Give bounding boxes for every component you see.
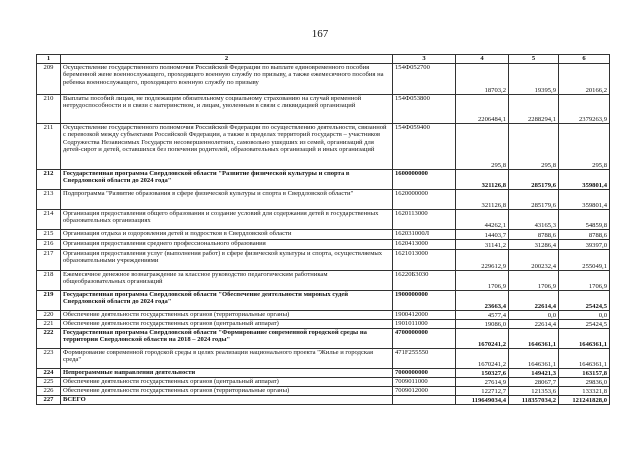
value-2021: 295,8 [559,124,610,170]
value-2021: 1646361,1 [559,349,610,369]
table-row [37,291,610,311]
value-2019: 1670241,2 [456,329,509,349]
column-header: 5 [509,55,559,64]
value-2019: 19086,0 [456,320,509,329]
value-2019: 14403,7 [456,230,509,240]
table-row [37,95,610,124]
table-row [37,320,610,329]
value-2020: 31286,4 [509,240,559,250]
row-name: Выплаты пособий лицам, не подлежащим обязательному социальному страхованию на случай временной нетрудоспособности и в связи с материнством, и лицам, уволенным в связи с ликвидацией организаций [61,95,393,124]
row-number: 219 [37,291,61,311]
row-number: 222 [37,329,61,349]
row-number: 227 [37,396,61,405]
value-2020: 149421,3 [509,369,559,378]
row-code: 471F255550 [393,349,456,369]
row-code: 7000000000 [393,369,456,378]
row-name: Организация предоставления общего образования и создание условий для содержания детей в государственных образовательных организациях [61,210,393,230]
row-code [393,396,456,405]
value-2021: 133321,8 [559,387,610,396]
value-2020: 28067,7 [509,378,559,387]
column-header: 2 [61,55,393,64]
row-code: 162031000Л [393,230,456,240]
value-2021: 163157,8 [559,369,610,378]
table-row [37,311,610,320]
value-2021: 39397,0 [559,240,610,250]
row-number: 214 [37,210,61,230]
value-2020: 1646361,1 [509,349,559,369]
row-number: 215 [37,230,61,240]
value-2020: 19395,9 [509,64,559,95]
value-2020: 8788,6 [509,230,559,240]
row-number: 216 [37,240,61,250]
value-2019: 27614,9 [456,378,509,387]
row-name: Ежемесячное денежное вознаграждение за классное руководство педагогическим работникам общеобразовательных организаций [61,271,393,291]
value-2019: 229612,9 [456,250,509,271]
table-row [37,396,610,405]
row-name: ВСЕГО [61,396,393,405]
value-2019: 122712,7 [456,387,509,396]
value-2021: 359801,4 [559,170,610,190]
column-header: 4 [456,55,509,64]
value-2020: 43165,3 [509,210,559,230]
table-row [37,387,610,396]
value-2021: 121241828,0 [559,396,610,405]
value-2021: 25424,5 [559,291,610,311]
row-name: Обеспечение деятельности государственных органов (центральный аппарат) [61,378,393,387]
row-name: Обеспечение деятельности государственных органов (территориальные органы) [61,311,393,320]
value-2020: 295,8 [509,124,559,170]
value-2019: 4577,4 [456,311,509,320]
row-code: 1900412000 [393,311,456,320]
row-number: 226 [37,387,61,396]
table-row [37,230,610,240]
value-2019: 2206484,1 [456,95,509,124]
value-2020: 285179,6 [509,170,559,190]
row-code: 16220Б3030 [393,271,456,291]
row-code: 1900000000 [393,291,456,311]
value-2019: 321126,8 [456,170,509,190]
table-row [37,349,610,369]
value-2019: 23663,4 [456,291,509,311]
row-code: 1620113000 [393,210,456,230]
row-code: 1620413000 [393,240,456,250]
value-2021: 255049,1 [559,250,610,271]
table-row [37,271,610,291]
row-name: Обеспечение деятельности государственных органов (центральный аппарат) [61,320,393,329]
row-number: 210 [37,95,61,124]
row-code: 4700000000 [393,329,456,349]
value-2021: 0,0 [559,311,610,320]
row-code: 1620000000 [393,190,456,210]
row-name: Осуществление государственного полномочия Российской Федерации по выплате единовременного пособия беременной жене военнослужащего, проходящего военную службу по призыву, а также ежемесячного пособия на ребенка военнослужащего, проходящего военную службу по призыву [61,64,393,95]
budget-table [36,54,610,405]
table-row [37,210,610,230]
row-name: Государственная программа Свердловской области "Развитие физической культуры и спорта в Свердловской области до 2024 года" [61,170,393,190]
value-2019: 1706,9 [456,271,509,291]
row-name: Формирование современной городской среды в целях реализации национального проекта "Жилье и городская среда" [61,349,393,369]
row-name: Государственная программа Свердловской области "Формирование современной городской среды на территории Свердловской области на 2018 – 2024 годы" [61,329,393,349]
row-code: 7009012000 [393,387,456,396]
row-number: 211 [37,124,61,170]
row-code: 154Ф053800 [393,95,456,124]
row-number: 221 [37,320,61,329]
value-2020: 0,0 [509,311,559,320]
row-name: Осуществление государственного полномочия Российской Федерации по осуществлению деятельности, связанной с перевозкой между субъектами Российской Федерации, а также в пределах территорий государств – участников Содружества Независимых Государств несовершеннолетних, самовольно ушедших из семей, организаций для детей-сирот и детей, оставшихся без попечения родителей, образовательных организаций и иных организаций [61,124,393,170]
row-code: 154Ф052700 [393,64,456,95]
row-code: 1600000000 [393,170,456,190]
row-number: 225 [37,378,61,387]
table-row [37,369,610,378]
value-2021: 29836,0 [559,378,610,387]
value-2019: 44262,1 [456,210,509,230]
table-row [37,378,610,387]
value-2020: 2288294,1 [509,95,559,124]
row-code: 1621013000 [393,250,456,271]
row-number: 223 [37,349,61,369]
value-2020: 1706,9 [509,271,559,291]
row-name: Непрограммные направления деятельности [61,369,393,378]
page-number: 167 [311,28,329,40]
row-name: Организация предоставления услуг (выполнения работ) в сфере физической культуры и спорта, осуществляемых образовательными учреждениями [61,250,393,271]
row-name: Обеспечение деятельности государственных органов (территориальные органы) [61,387,393,396]
value-2021: 8788,6 [559,230,610,240]
value-2020: 22614,4 [509,320,559,329]
row-number: 209 [37,64,61,95]
value-2019: 321126,8 [456,190,509,210]
value-2019: 31141,2 [456,240,509,250]
value-2021: 359801,4 [559,190,610,210]
table-row [37,190,610,210]
row-name: Подпрограмма "Развитие образования в сфере физической культуры и спорта в Свердловской области" [61,190,393,210]
row-number: 212 [37,170,61,190]
table-row [37,250,610,271]
value-2020: 1646361,1 [509,329,559,349]
row-name: Государственная программа Свердловской области "Обеспечение деятельности мировых судей Свердловской области до 2024 года" [61,291,393,311]
value-2019: 119649034,4 [456,396,509,405]
value-2020: 285179,6 [509,190,559,210]
value-2021: 2379263,9 [559,95,610,124]
column-header: 3 [393,55,456,64]
table-row [37,240,610,250]
row-number: 213 [37,190,61,210]
row-code: 7009011000 [393,378,456,387]
value-2019: 18703,2 [456,64,509,95]
value-2021: 1646361,1 [559,329,610,349]
value-2021: 1706,9 [559,271,610,291]
table-row [37,329,610,349]
table-row [37,124,610,170]
table-row [37,170,610,190]
row-number: 220 [37,311,61,320]
column-header: 1 [37,55,61,64]
row-code: 154Ф059400 [393,124,456,170]
value-2020: 200232,4 [509,250,559,271]
row-code: 1901011000 [393,320,456,329]
column-header: 6 [559,55,610,64]
row-name: Организация предоставления среднего профессионального образования [61,240,393,250]
row-name: Организация отдыха и оздоровления детей и подростков в Свердловской области [61,230,393,240]
header-row [37,55,610,64]
value-2020: 121353,6 [509,387,559,396]
row-number: 217 [37,250,61,271]
value-2021: 20166,2 [559,64,610,95]
value-2019: 1670241,2 [456,349,509,369]
value-2019: 295,8 [456,124,509,170]
value-2020: 22614,4 [509,291,559,311]
value-2021: 54859,8 [559,210,610,230]
row-number: 224 [37,369,61,378]
row-number: 218 [37,271,61,291]
value-2019: 150327,6 [456,369,509,378]
value-2020: 118357034,2 [509,396,559,405]
table-row [37,64,610,95]
value-2021: 25424,5 [559,320,610,329]
